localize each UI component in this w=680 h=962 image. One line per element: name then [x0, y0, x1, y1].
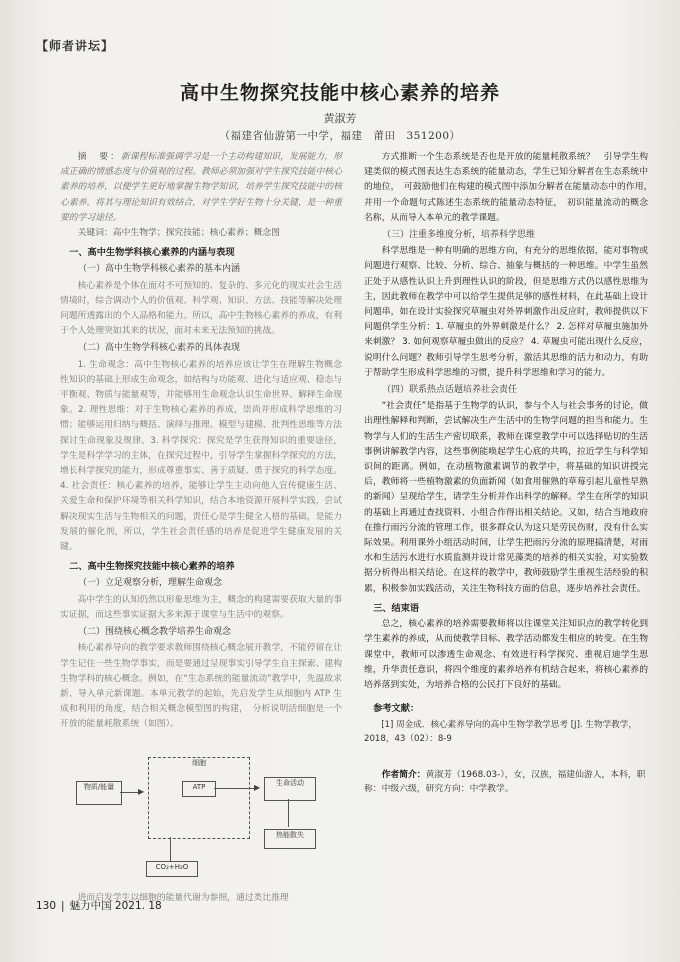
para-2-2: 核心素养导向的教学要求教师围绕核心概念展开教学，不能停留在让学生记住一些生物学事实，而是要通过呈现事实引导学生自主探索、建构生物学科的核心概念。例如，在“生态系统的能量流动”教学中，先温故求新、导入单元新课题。本单元教学的起始，先启发学生从细胞内 ATP 生成和利用的角度，结合相关概念模型图的构建， 分析说明活细胞是一个开放的能量耗散系统（如图）。	[60, 643, 342, 730]
right-column	[364, 150, 657, 796]
abstract-text: 新课程标准强调学习是一个主动构建知识，发展能力，形成正确的情感态度与价值观的过程。教师必须加强对学生探究技能中核心素养的培养，以便学生更好地掌握生物学知识，培养学生探究技能中的核心素养，将其与理论知识有效结合，对学生学好生物十分关键，是一种重要的学习途径。	[60, 152, 342, 223]
heading-section-2-4: （四）联系热点话题培养社会责任	[382, 385, 518, 396]
figure-use-label: 生命活动	[276, 778, 304, 787]
para-1-2: 1. 生命观念：高中生物核心素养的培养应该让学生在理解生物概念性知识的基础上形成生命观念，如结构与功能观、进化与适应观、稳态与平衡观、物质与能量观等，并能够用生命观念认识生命世界、解释生命现象。2. 理性思维：对于生物核心素养的养成，崇尚并形成科学思维的习惯；能够运用归纳与概括、演绎与推理、模型与建模、批判性思维等方法探讨生命现象及规律。3. 科学探究：探究是学生获得知识的重要途径，学生是科学学习的主体，在探究过程中，引导学生掌握科学探究的方法，增长科学探究的能力，形成尊重事实、善于质疑、勇于探究的科学态度。4. 社会责任：核心素养的培养，能够让学生主动向他人宣传健康生活、关爱生命和保护环境等相关科学知识，结合本地资源开展科学实践，尝试解决现实生活与生物相关的问题，责任心是学生健全人格的基础，是能力发展的催化剂，所以，学生社会责任感的培养是促进学生健康发展的关键。	[60, 359, 342, 553]
left-column	[60, 150, 342, 906]
figure-cell-label: 细胞	[192, 758, 206, 767]
article-title: 高中生物探究技能中核心素养的培养	[179, 82, 500, 104]
references-title: 参考文献：	[373, 703, 420, 715]
abstract	[60, 150, 342, 226]
heading-section-1: 一、高中生物学科核心素养的内涵与表现	[69, 247, 235, 259]
para-1-1: 核心素养是个体在面对不可预知的、复杂的、多元化的现实社会生活情境时，综合调动个人的价值观、科学观、知识、方法、技能等解决处理问题所透露出的个人品格和能力。所以，高中生物核心素养的养成，有利于个人处理突如其来的状况，面对未来无法预知的挑战。	[60, 280, 342, 337]
heading-section-1-1: （一）高中生物学科核心素养的基本内涵	[78, 264, 241, 275]
footer-separator: |	[61, 900, 65, 912]
author-bio	[364, 768, 648, 796]
figure-atp-box	[182, 781, 216, 797]
author-name: 黄淑芳	[323, 112, 357, 125]
figure-use-box	[264, 777, 316, 801]
figure-arrow-line-3	[288, 799, 289, 827]
figure-heat-label: 热能散失	[276, 830, 304, 839]
figure-output-box	[146, 861, 198, 877]
figure-input-box	[76, 781, 122, 805]
page-number: 130	[36, 900, 57, 912]
keywords-text: 高中生物学；探究技能；核心素养；概念图	[112, 228, 280, 239]
figure-heat-box	[264, 829, 316, 849]
heading-section-2: 二、高中生物探究技能中核心素养的培养	[69, 561, 235, 573]
figure-arrow-line-2	[214, 788, 258, 789]
keywords	[60, 226, 342, 241]
bio-label: 作者简介：	[381, 770, 426, 781]
para-2-4: “社会责任”是指基于生物学的认识，参与个人与社会事务的讨论，做出理性解释和判断，尝试解决生产生活中的生物学问题的担当和能力。生物学与人们的生活生产密切联系，教师在课堂教学中可以选择贴切的生活事例讲解教学内容，这些事例能唤起学生心底的共鸣，拉近学生与科学知识间的距离。例如，在动植物激素调节的教学中，将基础的知识讲授完后，教师将一些植物激素的负面新闻（如食用催熟的草莓引起儿童性早熟的新闻）呈现给学生，请学生分析并作出科学的解释。学生在所学的知识的基础上再通过查找资料、小组合作得出相关结论。又如，结合当地政府在推行雨污分流的管理工作，很多群众认为这只是劳民伤财，没有什么实际效果。利用课外小组活动时间，让学生把雨污分流的原理搞清楚，对雨水和生活污水进行水质监测并设计常见藻类的培养的相关实验，对实验数据分析得出相关结论。在这样的教学中，教师鼓励学生重视生活经验的积累，积极参加实践活动，关注生物科技方面的信息，逐步培养社会责任。	[364, 401, 648, 594]
reference-item: [1] 周金成．核心素养导向的高中生物学教学思考 [J]. 生物学教学，2018，43（02）：8-9	[364, 720, 637, 745]
para-after-figure: 进而启发学生以细胞的能量代谢为参照，通过类比推理	[77, 892, 289, 903]
figure-arrowhead-2: ▶	[254, 782, 261, 792]
heading-section-2-3: （三）注重多维度分析，培养科学思维	[382, 230, 536, 241]
heading-section-2-2: （二）围绕核心概念教学培养生命观念	[78, 627, 232, 638]
journal-issue: 魅力中国 2021. 18	[69, 900, 162, 912]
figure-input-label: 物质/能量	[83, 782, 115, 791]
page-footer	[36, 898, 162, 913]
keywords-label: 关键词：	[77, 228, 113, 239]
para-2-1: 高中学生的认知仍然以形象思维为主，概念的构建需要获取大量的事实证据，而这些事实证据大多来源于课堂与生活中的观察。	[60, 594, 342, 620]
figure-cell-box	[148, 757, 250, 839]
section-tag: 【师者讲坛】	[36, 39, 115, 53]
para-2-3: 科学思维是一种有明确的思维方向，有充分的思维依据，能对事物或问题进行观察、比较、分析、综合、抽象与概括的一种思维。中学生虽然正处于从感性认识上升到理性认识的阶段，但是思维方式仍以感性思维为主，因此教师在教学中可以给学生提供足够的感性材料，在此基础上设计问题串，如在设计实验探究草履虫对外界刺激作出反应时，教师提供以下问题供学生分析：1. 草履虫的外界刺激是什么？ 2. 怎样对草履虫施加外来刺激？ 3. 如何观察草履虫做出的反应？ 4. 草履虫可能出现什么反应，说明什么问题？教师引导学生思考分析，激活其思维的活力和动力，有助于帮助学生形成科学思维的习惯，提升科学思维和学习的能力。	[364, 246, 648, 378]
para-r1: 方式推断一个生态系统是否也是开放的能量耗散系统？ 引导学生构建类似的模式图表达生态系统的能量动态，学生已知分解者在生态系统中的地位， 可鼓励他们在构建的模式图中添加分解者在能量动态中的作用， 并用一个命题句式陈述生态系统的能量动态特征， 初识能量流动的概念名称，从而导入本单元的教学课题。	[364, 152, 657, 223]
energy-model-figure	[70, 737, 330, 887]
bio-text: 黄淑芳（1968.03-），女，汉族，福建仙游人，本科，职称：中级六级，研究方向：中学教学。	[364, 770, 646, 795]
abstract-label: 摘 要：	[77, 152, 121, 162]
author-affiliation: （福建省仙游第一中学，福建 莆田 351200）	[219, 130, 461, 142]
figure-atp-label: ATP	[192, 782, 206, 791]
figure-arrowhead-1: ▶	[138, 786, 145, 796]
heading-section-3: 三、结束语	[373, 602, 420, 614]
heading-section-1-2: （二）高中生物学科核心素养的具体表现	[78, 343, 241, 354]
heading-section-2-1: （一）立足观察分析，理解生命观念	[78, 578, 223, 589]
para-conclusion: 总之，核心素养的培养需要教师将以往课堂关注知识点的教学转化到学生素养的养成，从而使教学目标、教学活动都发生相应的转变。在生物课堂中，教师可以渗透生命观念、有效进行科学探究、重视启迪学生思维，升华责任意识，将四个维度的素养培养有机结合起来，将核心素养的培养落到实处，为培养合格的公民打下良好的基础。	[364, 619, 648, 690]
figure-arrow-line-4	[170, 837, 171, 861]
figure-output-label: CO₂+H₂O	[155, 862, 189, 871]
